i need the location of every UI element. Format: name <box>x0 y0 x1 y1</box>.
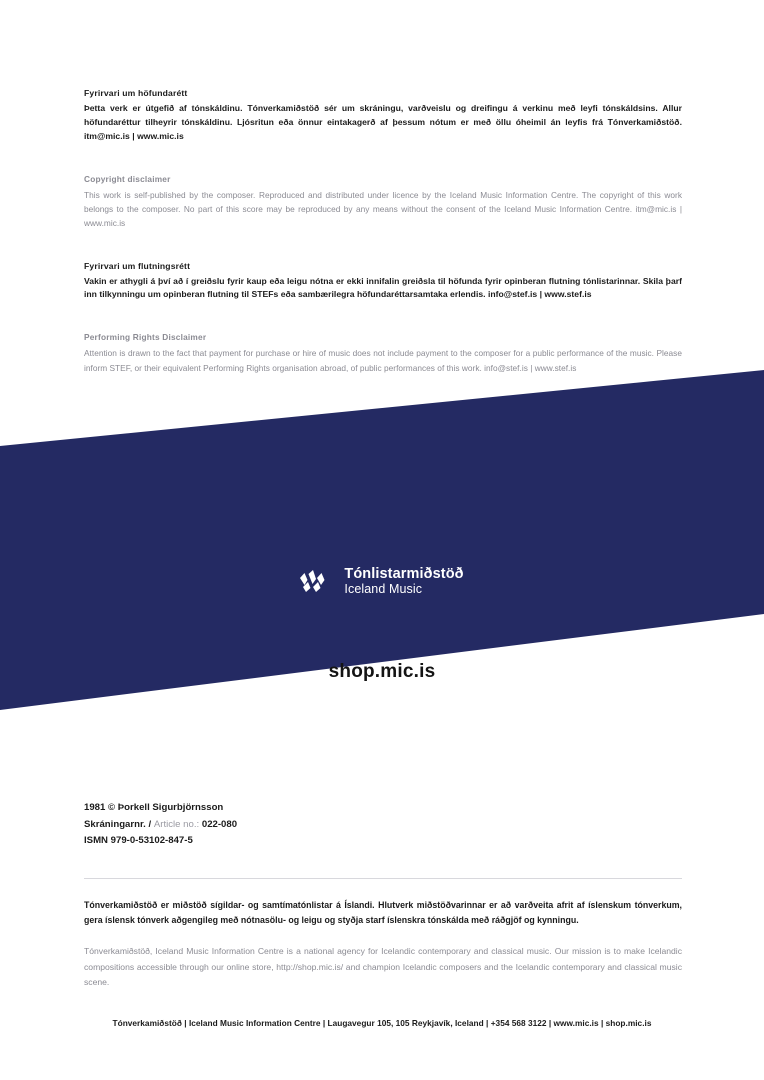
catalog-article-label-en: Article no.: <box>153 818 200 830</box>
performing-rights-disclaimer-is-heading: Fyrirvari um flutningsrétt <box>84 260 191 271</box>
catalog-article-number: 022-080 <box>201 818 238 830</box>
performing-rights-disclaimer-en-body: Attention is drawn to the fact that payment for purchase or hire of music does not include payment to the composer for a public performance of the music. Please inform STEF, or their equivalent Performing Rights organisation abroad, of public performances of this work. info@stef.is | www.stef.is <box>84 348 682 373</box>
shop-url[interactable]: shop.mic.is <box>328 661 436 682</box>
about-organisation-is: Tónverkamiðstöð er miðstöð sígildar- og samtímatónlistar á Íslandi. Hlutverk miðstöðvarinnar er að varðveita afrit af íslenskum tónverkum, gera íslensk tónverk aðgengileg með nótnasölu- og leigu og styðja starf íslenskra tónskálda með ráðgjöf og kynningu. <box>84 900 682 926</box>
catalog-copyright-line: 1981 © Þorkell Sigurbjörnsson <box>84 802 224 813</box>
mic-logo-text <box>344 566 463 596</box>
preview-banner <box>0 370 764 710</box>
catalog-article-row <box>84 817 682 834</box>
footer-contact-line: Tónverkamiðstöð | Iceland Music Information Centre | Laugavegur 105, 105 Reykjavík, Iceland | +354 568 3122 | www.mic.is | shop.mic.is <box>112 1018 652 1028</box>
about-organisation-en: Tónverkamiðstöð, Iceland Music Information Centre is a national agency for Icelandic contemporary and classical music. Our mission is to make Icelandic compositions accessible through our online store, http://shop.mic.is/ and champion Icelandic composers and the Icelandic contemporary and classical music scene. <box>84 946 682 987</box>
copyright-disclaimer-en-heading: Copyright disclaimer <box>84 173 171 184</box>
performing-rights-disclaimer-en-heading: Performing Rights Disclaimer <box>84 332 207 343</box>
copyright-disclaimer-is-body: Þetta verk er útgefið af tónskáldinu. Tónverkamiðstöð sér um skráningu, varðveislu og dreifingu á verkinu með leyfi tónskáldsins. Allur höfundaréttur tilheyrir tónskáldinu. Ljósritun eða önnur eintakagerð af þessum nótum er með öllu óheimil án leyfis frá Tónverkamiðstöð. itm@mic.is | www.mic.is <box>84 103 682 141</box>
about-organisation <box>84 898 682 990</box>
legal-spacer <box>84 318 682 332</box>
mic-logo-line-2: Iceland Music <box>344 582 423 597</box>
copyright-disclaimer-en-body: This work is self-published by the composer. Reproduced and distributed under licence by the Iceland Music Information Centre. The copyright of this work belongs to the composer. No part of this score may be reproduced by any means without the consent of the Iceland Music Information Centre. itm@mic.is | www.mic.is <box>84 189 682 229</box>
catalog-info <box>84 800 682 850</box>
music-waves-icon <box>300 570 334 592</box>
preview-watermark-text: Preview <box>274 121 490 186</box>
performing-rights-disclaimer-is-body: Vakin er athygli á því að í greiðslu fyrir kaup eða leigu nótna er ekki innifalin greiðsla til höfunda fyrir opinberan flutning tónlistarinnar. Skila þarf inn tilkynningu um opinberan flutning til STEFs eða sambærilegra höfundaréttarsamtaka erlendis. info@stef.is | www.stef.is <box>84 275 682 300</box>
mic-logo-line-1: Tónlistarmiðstöð <box>344 566 464 582</box>
performing-rights-disclaimer-is <box>84 261 682 303</box>
legal-spacer <box>84 247 682 261</box>
catalog-article-label-is: Skráningarnr. / <box>84 818 152 830</box>
mic-logo <box>0 566 764 596</box>
footer-divider <box>84 878 682 879</box>
catalog-ismn: ISMN 979-0-53102-847-5 <box>84 835 193 846</box>
performing-rights-disclaimer-en <box>84 332 682 375</box>
copyright-disclaimer-is-heading: Fyrirvari um höfundarétt <box>84 88 188 98</box>
